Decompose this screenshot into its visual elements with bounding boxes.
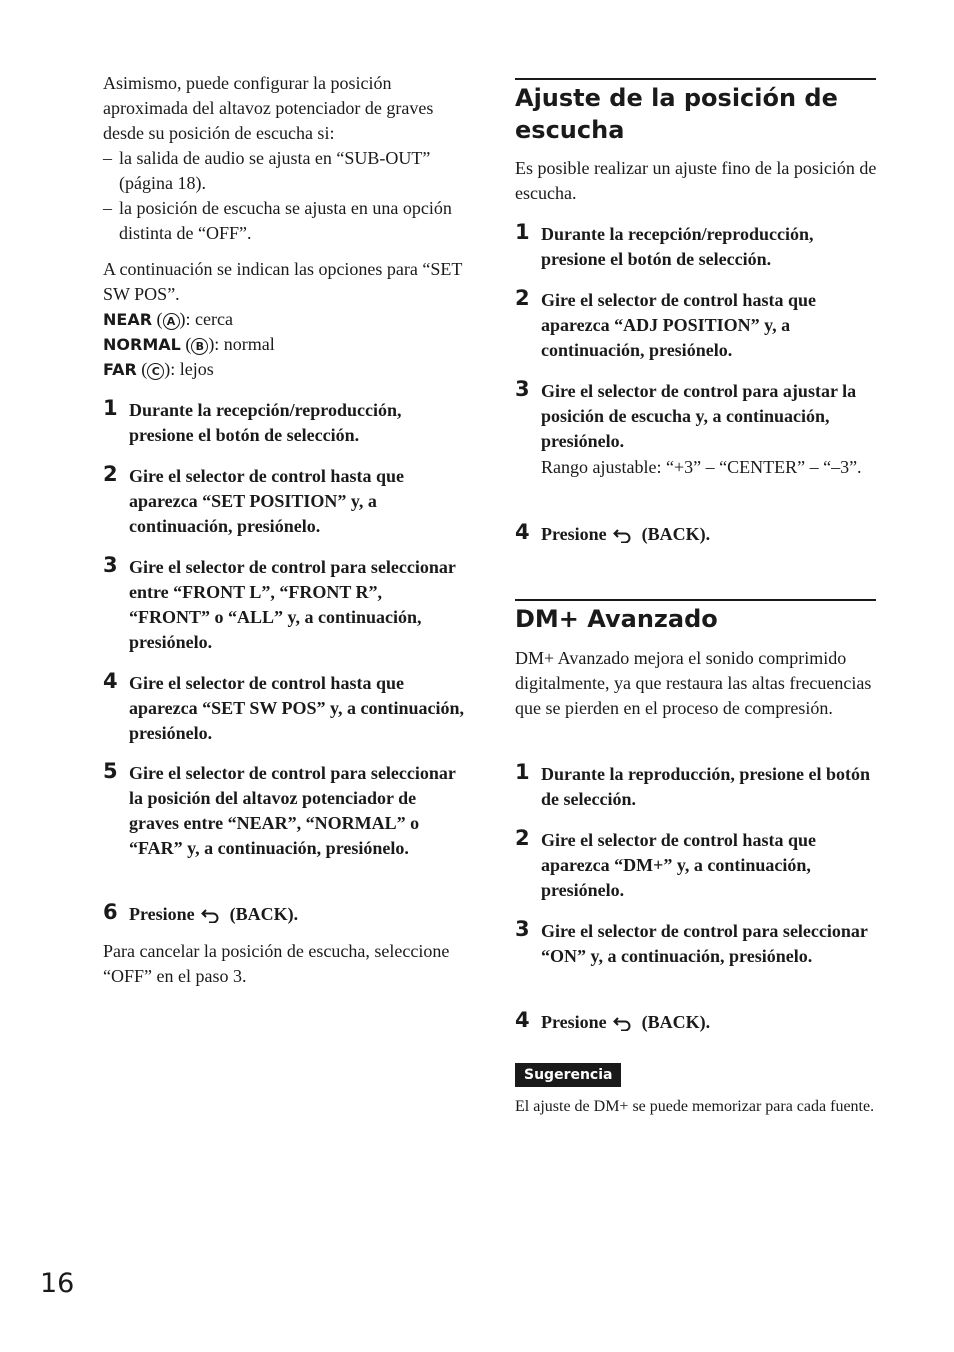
option-name: FAR xyxy=(103,360,137,379)
step-number: 5 xyxy=(103,759,118,783)
step-text: Gire el selector de control para seleccionar entre “FRONT L”, “FRONT R”, “FRONT” o “ALL” y, a continuación, presiónelo. xyxy=(129,557,456,652)
adjustable-range: Rango ajustable: “+3” – “CENTER” – “–3”. xyxy=(541,457,862,477)
dash-bullet: – xyxy=(103,148,112,168)
left-step-5 xyxy=(103,761,465,861)
step-number: 1 xyxy=(103,396,118,420)
listening-step-2 xyxy=(515,288,877,363)
step-text xyxy=(129,902,465,930)
options-intro: A continuación se indican las opciones para “SET SW POS”. xyxy=(103,259,463,304)
option-name: NORMAL xyxy=(103,335,181,354)
condition-item xyxy=(103,196,465,246)
page-number: 16 xyxy=(40,1268,75,1299)
dash-bullet: – xyxy=(103,198,112,218)
circled-letter: A xyxy=(163,313,180,330)
dm-step-3 xyxy=(515,919,877,969)
press-label: Presione xyxy=(541,524,607,544)
step-number: 2 xyxy=(515,286,530,310)
condition-text: la salida de audio se ajusta en “SUB-OUT” (página 18). xyxy=(119,148,431,193)
dm-section-title: DM+ Avanzado xyxy=(515,605,718,633)
step-text: Gire el selector de control para seleccionar la posición del altavoz potenciador de graves entre “NEAR”, “NORMAL” o “FAR” y, a continuación, presiónelo. xyxy=(129,763,456,858)
intro-paragraph: Asimismo, puede configurar la posición aproximada del altavoz potenciador de graves desde su posición de escucha si: xyxy=(103,73,434,143)
section-rule xyxy=(515,599,876,601)
cancel-note: Para cancelar la posición de escucha, seleccione “OFF” en el paso 3. xyxy=(103,941,450,986)
option-name: NEAR xyxy=(103,310,153,329)
option-desc: ): cerca xyxy=(179,309,233,329)
listening-intro: Es posible realizar un ajuste fino de la posición de escucha. xyxy=(515,158,877,203)
left-step-6 xyxy=(103,902,465,930)
circled-letter: C xyxy=(147,363,164,380)
tip-badge-wrap xyxy=(515,1063,621,1087)
press-label: Presione xyxy=(541,1012,607,1032)
step-number: 3 xyxy=(515,917,530,941)
condition-text: la posición de escucha se ajusta en una opción distinta de “OFF”. xyxy=(119,198,452,243)
back-arrow-icon xyxy=(201,905,221,930)
listening-step-3 xyxy=(515,379,877,480)
step-text: Gire el selector de control hasta que aparezca “SET SW POS” y, a continuación, presiónelo. xyxy=(129,673,465,743)
listening-step-1 xyxy=(515,222,877,272)
option-desc: ): normal xyxy=(208,334,275,354)
step-number: 2 xyxy=(515,826,530,850)
back-label: (BACK). xyxy=(641,524,711,544)
dm-step-1 xyxy=(515,762,877,812)
step-text: Gire el selector de control para seleccionar “ON” y, a continuación, presiónelo. xyxy=(541,921,868,966)
listening-section-title: Ajuste de la posición de escucha xyxy=(515,84,838,144)
step-number: 1 xyxy=(515,760,530,784)
tip-text: El ajuste de DM+ se puede memorizar para cada fuente. xyxy=(515,1098,875,1115)
section-rule xyxy=(515,78,876,80)
option-far: FAR ( C ): lejos xyxy=(103,359,214,379)
step-number: 4 xyxy=(515,1008,530,1032)
condition-item xyxy=(103,146,465,196)
dm-intro: DM+ Avanzado mejora el sonido comprimido digitalmente, ya que restaura las altas frecuencias que se pierden en el proceso de compresión. xyxy=(515,648,872,718)
back-label: (BACK). xyxy=(641,1012,711,1032)
step-number: 1 xyxy=(515,220,530,244)
step-text xyxy=(541,1010,877,1038)
tip-badge: Sugerencia xyxy=(515,1063,621,1087)
step-text: Gire el selector de control para ajustar la posición de escucha y, a continuación, presiónelo. xyxy=(541,381,857,451)
step-number: 6 xyxy=(103,900,118,924)
step-text: Durante la recepción/reproducción, presione el botón de selección. xyxy=(129,400,402,445)
circled-letter: B xyxy=(191,338,208,355)
left-step-3 xyxy=(103,555,465,655)
step-number: 3 xyxy=(103,553,118,577)
option-normal: NORMAL ( B ): normal xyxy=(103,334,275,354)
option-near: NEAR ( A ): cerca xyxy=(103,309,233,329)
step-text: Durante la recepción/reproducción, presione el botón de selección. xyxy=(541,224,814,269)
dm-step-2 xyxy=(515,828,877,903)
back-arrow-icon xyxy=(613,1013,633,1038)
back-label: (BACK). xyxy=(229,904,299,924)
step-text: Gire el selector de control hasta que aparezca “SET POSITION” y, a continuación, presiónelo. xyxy=(129,466,404,536)
step-number: 4 xyxy=(103,669,118,693)
option-desc: ): lejos xyxy=(164,359,214,379)
step-number: 3 xyxy=(515,377,530,401)
listening-step-4 xyxy=(515,522,877,550)
press-label: Presione xyxy=(129,904,195,924)
step-text xyxy=(541,522,877,550)
step-number: 4 xyxy=(515,520,530,544)
left-step-2 xyxy=(103,464,465,539)
step-text: Gire el selector de control hasta que aparezca “DM+” y, a continuación, presiónelo. xyxy=(541,830,816,900)
options-block xyxy=(103,257,465,382)
dm-step-4 xyxy=(515,1010,877,1038)
step-text: Durante la reproducción, presione el botón de selección. xyxy=(541,764,871,809)
left-step-4 xyxy=(103,671,465,746)
back-arrow-icon xyxy=(613,525,633,550)
left-step-1 xyxy=(103,398,465,448)
intro-block xyxy=(103,71,465,246)
step-text: Gire el selector de control hasta que aparezca “ADJ POSITION” y, a continuación, presiónelo. xyxy=(541,290,816,360)
step-number: 2 xyxy=(103,462,118,486)
